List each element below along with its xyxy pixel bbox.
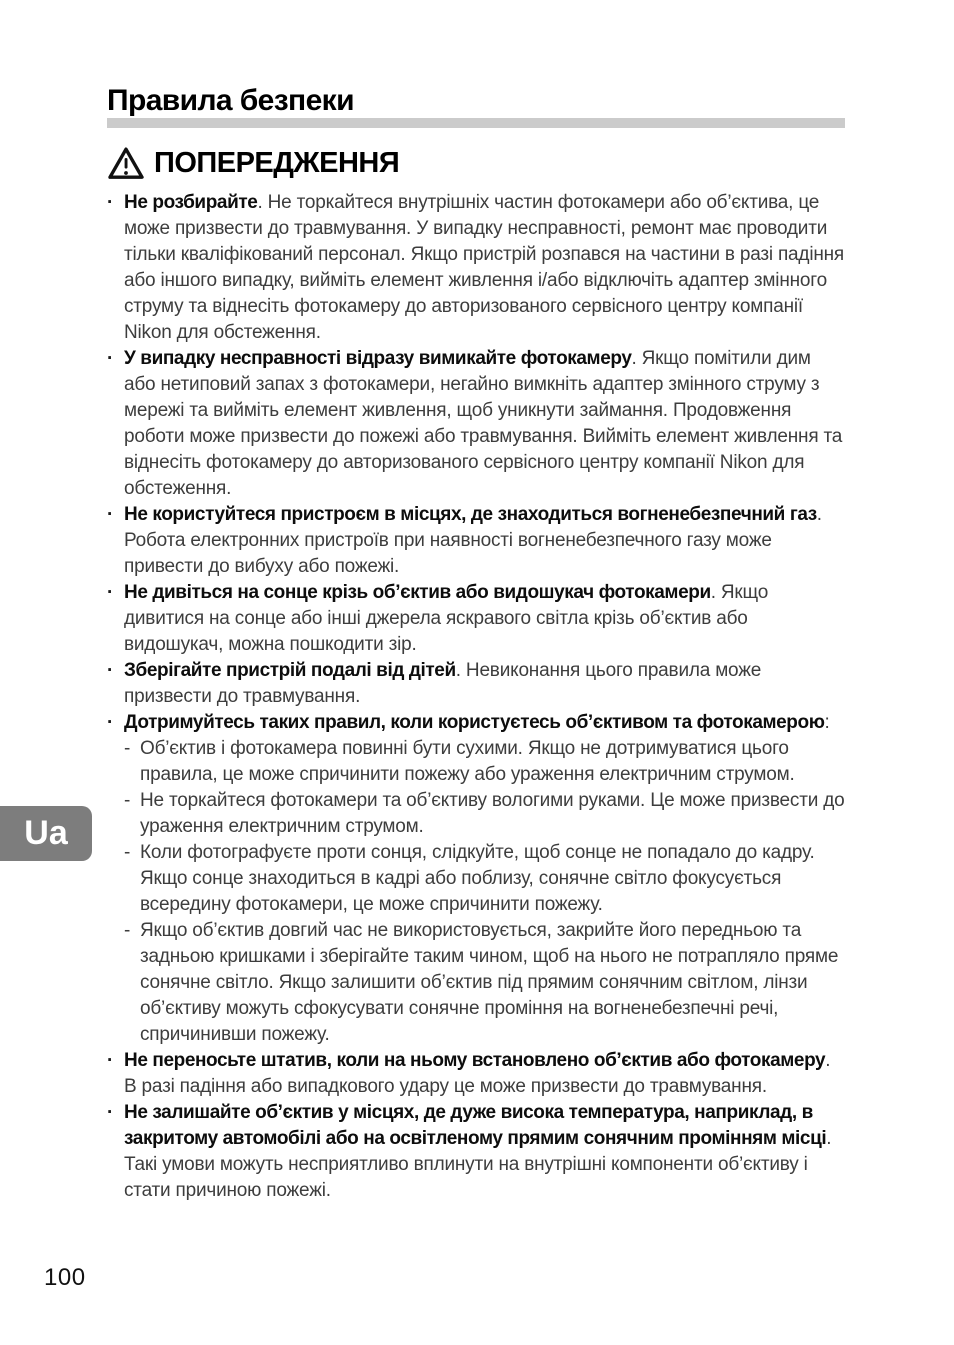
page-content: [107, 84, 847, 1204]
list-item-bold-lead: Дотримуйтесь таких правил, коли користуєтесь об’єктивом та фотокамерою: [124, 712, 825, 733]
list-marker: ·: [107, 1050, 114, 1071]
title-underline-bar: [107, 118, 845, 128]
warning-list-item: [107, 346, 847, 502]
list-marker: -: [124, 738, 131, 759]
list-item-body: . Такі умови можуть несприятливо вплинути на внутрішні компоненти об’єктиву і стати причиною пожежі.: [124, 1128, 832, 1201]
list-item-text: [124, 658, 847, 710]
list-item-bold-lead: У випадку несправності відразу вимикайте фотокамеру: [124, 348, 632, 369]
warning-list-item: [107, 710, 847, 736]
warning-list-item: [124, 788, 847, 840]
list-item-body: Якщо об’єктив довгий час не використовується, закрийте його передньою та задньою кришками і зберігайте таким чином, щоб на нього не потрапляло пряме сонячне світло. Якщо залишити об’єктив під прямим сонячним світлом, лінзи об’єктиву можуть сфокусувати сонячне проміння на вогненебезпечні речі, спричинивши пожежу.: [140, 920, 839, 1045]
list-item-body: . Робота електронних пристроїв при наявності вогненебезпечного газу може привести до вибуху або пожежі.: [124, 504, 822, 577]
list-marker: ·: [107, 348, 114, 369]
list-item-bold-lead: Не користуйтеся пристроєм в місцях, де знаходиться вогненебезпечний газ: [124, 504, 817, 525]
page-number: 100: [44, 1264, 86, 1291]
warning-list-item: [124, 918, 847, 1048]
list-marker: ·: [107, 1102, 114, 1123]
list-marker: ·: [107, 712, 114, 733]
list-item-bold-lead: Не дивіться на сонце крізь об’єктив або видошукач фотокамери: [124, 582, 711, 603]
warning-list-item: [107, 502, 847, 580]
list-item-body: . В разі падіння або випадкового удару це може призвести до травмування.: [124, 1050, 831, 1097]
list-item-text: [124, 710, 847, 736]
list-marker: -: [124, 790, 131, 811]
list-item-text: [140, 840, 847, 918]
warning-list-item: [124, 840, 847, 918]
list-marker: ·: [107, 192, 114, 213]
list-item-body: . Якщо дивитися на сонце або інші джерела яскравого світла крізь об’єктив або видошукач, можна пошкодити зір.: [124, 582, 769, 655]
language-tab-ua: [0, 806, 92, 861]
page-title: Правила безпеки: [107, 84, 354, 117]
list-marker: -: [124, 920, 131, 941]
warning-list: [107, 190, 847, 1204]
list-item-body: Не торкайтеся фотокамери та об’єктиву вологими руками. Це може призвести до ураження електричним струмом.: [140, 790, 845, 837]
warning-list-item: [107, 190, 847, 346]
list-item-text: [124, 1100, 847, 1204]
list-item-text: [140, 736, 847, 788]
warning-list-item: [107, 1048, 847, 1100]
list-item-body: . Не торкайтеся внутрішніх частин фотокамери або об’єктива, це може призвести до травмування. У випадку несправності, ремонт має проводити тільки кваліфікований персонал. Якщо пристрій розпався на частини в разі падіння або іншого випадку, вийміть елемент живлення і/або відключіть адаптер змінного струму та віднесіть фотокамеру до авторизованого сервісного центру компанії Nikon для обстеження.: [124, 192, 845, 343]
warning-heading-label: ПОПЕРЕДЖЕННЯ: [154, 146, 400, 179]
list-item-body: . Якщо помітили дим або нетиповий запах з фотокамери, негайно вимкніть адаптер змінного струму з мережі та вийміть елемент живлення, щоб уникнути займання. Продовження роботи може призвести до пожежі або травмування. Вийміть елемент живлення та віднесіть фотокамеру до авторизованого сервісного центру компанії Nikon для обстеження.: [124, 348, 843, 499]
list-item-bold-lead: Не переносьте штатив, коли на ньому встановлено об’єктив або фотокамеру: [124, 1050, 826, 1071]
list-item-body: Коли фотографуєте проти сонця, слідкуйте, щоб сонце не попадало до кадру. Якщо сонце знаходиться в кадрі або поблизу, сонячне світло фокусується всередину фотокамери, це може спричинити пожежу.: [140, 842, 815, 915]
warning-triangle-icon: [107, 146, 145, 181]
list-marker: -: [124, 842, 131, 863]
warning-heading: [107, 143, 847, 183]
list-marker: ·: [107, 582, 114, 603]
list-item-text: [140, 918, 847, 1048]
list-item-text: [124, 190, 847, 346]
list-item-body: . Невиконання цього правила може призвести до травмування.: [124, 660, 762, 707]
list-item-text: [124, 1048, 847, 1100]
list-item-text: [124, 502, 847, 580]
list-item-body: Об’єктив і фотокамера повинні бути сухими. Якщо не дотримуватися цього правила, це може спричинити пожежу або ураження електричним струмом.: [140, 738, 795, 785]
list-item-bold-lead: Не розбирайте: [124, 192, 258, 213]
list-item-text: [140, 788, 847, 840]
warning-list-item: [107, 1100, 847, 1204]
warning-list-item: [124, 736, 847, 788]
warning-list-item: [107, 658, 847, 710]
warning-list-item: [107, 580, 847, 658]
list-marker: ·: [107, 504, 114, 525]
list-item-text: [124, 346, 847, 502]
list-item-bold-lead: Зберігайте пристрій подалі від дітей: [124, 660, 456, 681]
list-item-text: [124, 580, 847, 658]
language-tab-label: Ua: [24, 814, 68, 852]
list-item-bold-lead: Не залишайте об’єктив у місцях, де дуже висока температура, наприклад, в закритому автомобілі або на освітленому прямим сонячним промінням місці: [124, 1102, 827, 1149]
list-item-body: :: [824, 712, 830, 733]
list-marker: ·: [107, 660, 114, 681]
